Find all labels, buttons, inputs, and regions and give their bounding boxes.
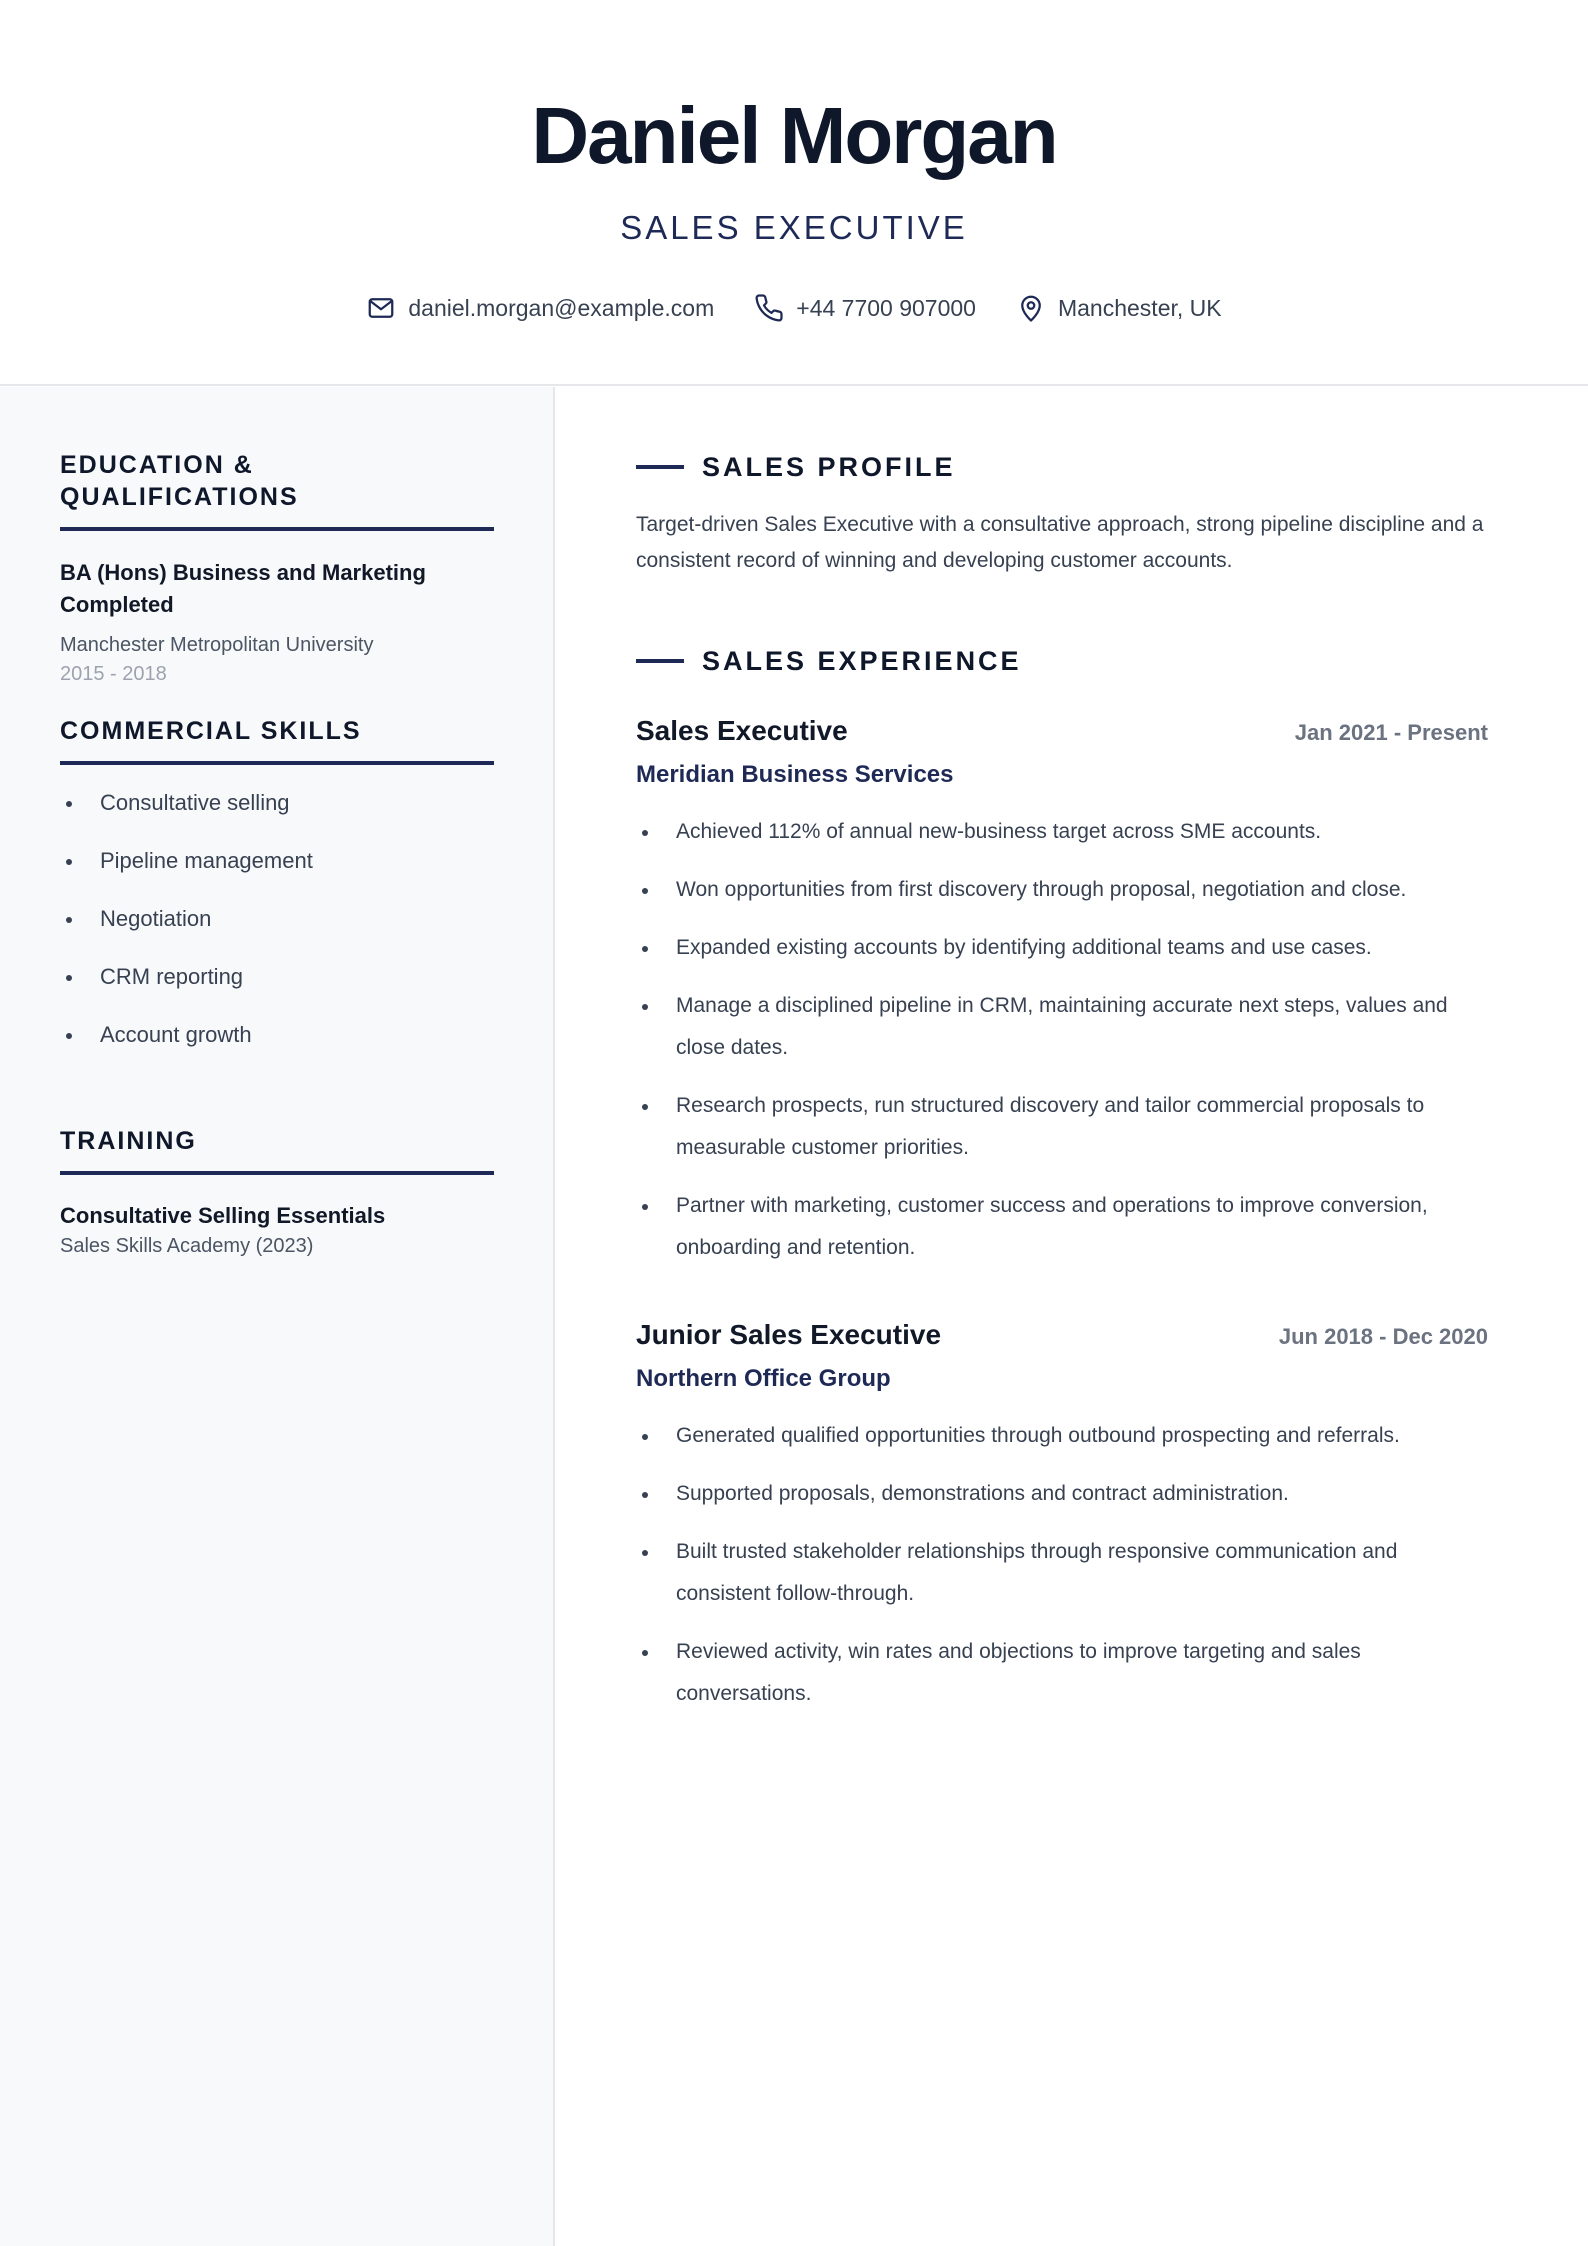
list-item: Reviewed activity, win rates and objections to improve targeting and sales conversations. bbox=[636, 1631, 1488, 1715]
experience-heading-text: SALES EXPERIENCE bbox=[702, 646, 1022, 676]
job-header bbox=[636, 713, 1488, 751]
job-dates: Jun 2018 - Dec 2020 bbox=[1278, 1324, 1488, 1349]
job-dates: Jan 2021 - Present bbox=[1294, 720, 1488, 745]
job-role: Junior Sales Executive bbox=[636, 1319, 942, 1350]
contact-email-text[interactable]: daniel.morgan@example.com bbox=[408, 294, 715, 321]
list-item: Research prospects, run structured discovery and tailor commercial proposals to measurable customer priorities. bbox=[636, 1085, 1488, 1169]
job-header bbox=[636, 1317, 1488, 1355]
education-section bbox=[60, 449, 494, 689]
list-item: Partner with marketing, customer success and operations to improve conversion, onboarding and retention. bbox=[636, 1185, 1488, 1269]
job-bullets bbox=[636, 1415, 1488, 1715]
map-pin-icon bbox=[1016, 293, 1046, 323]
skills-section bbox=[60, 715, 494, 1077]
profile-text: Target-driven Sales Executive with a consultative approach, strong pipeline discipline and a consistent record of winning and developing customer accounts. bbox=[636, 513, 1484, 572]
contact-location bbox=[1016, 293, 1222, 323]
education-school: Manchester Metropolitan University bbox=[60, 634, 374, 656]
candidate-name: Daniel Morgan bbox=[531, 91, 1057, 180]
list-item: Achieved 112% of annual new-business target across SME accounts. bbox=[636, 811, 1488, 853]
contact-phone-text[interactable]: +44 7700 907000 bbox=[796, 294, 976, 321]
envelope-icon bbox=[366, 293, 396, 323]
list-item: Expanded existing accounts by identifying additional teams and use cases. bbox=[636, 927, 1488, 969]
list-item: Pipeline management bbox=[60, 845, 494, 877]
job-role: Sales Executive bbox=[636, 715, 848, 746]
list-item: Manage a disciplined pipeline in CRM, maintaining accurate next steps, values and close dates. bbox=[636, 985, 1488, 1069]
education-years: 2015 - 2018 bbox=[60, 663, 167, 685]
list-item: Generated qualified opportunities through outbound prospecting and referrals. bbox=[636, 1415, 1488, 1457]
list-item: Consultative selling bbox=[60, 787, 494, 819]
contact-phone[interactable] bbox=[754, 293, 976, 323]
education-degree: BA (Hons) Business and Marketing Completed bbox=[60, 560, 426, 617]
list-item: Supported proposals, demonstrations and contract administration. bbox=[636, 1473, 1488, 1515]
heading-accent-bar bbox=[636, 659, 684, 663]
skills-heading: COMMERCIAL SKILLS bbox=[60, 715, 494, 765]
job-entry bbox=[636, 713, 1488, 1285]
job-company: Northern Office Group bbox=[636, 1365, 891, 1392]
training-section bbox=[60, 1125, 494, 1261]
job-bullets bbox=[636, 811, 1488, 1269]
job-company: Meridian Business Services bbox=[636, 761, 954, 788]
heading-accent-bar bbox=[636, 465, 684, 469]
sidebar bbox=[0, 387, 555, 2246]
training-heading: TRAINING bbox=[60, 1125, 494, 1175]
contact-email[interactable] bbox=[366, 293, 714, 323]
experience-heading bbox=[636, 643, 1022, 679]
phone-icon bbox=[754, 293, 784, 323]
contact-location-text: Manchester, UK bbox=[1057, 294, 1222, 321]
profile-heading-text: SALES PROFILE bbox=[702, 452, 956, 482]
resume-header bbox=[0, 0, 1588, 386]
training-name: Consultative Selling Essentials bbox=[60, 1203, 386, 1228]
education-heading: EDUCATION & QUALIFICATIONS bbox=[60, 449, 494, 531]
skills-list bbox=[60, 787, 494, 1051]
job-entry bbox=[636, 1317, 1488, 1731]
contact-row bbox=[0, 290, 1588, 326]
list-item: Won opportunities from first discovery through proposal, negotiation and close. bbox=[636, 869, 1488, 911]
profile-heading bbox=[636, 449, 956, 485]
list-item: Negotiation bbox=[60, 903, 494, 935]
candidate-title: SALES EXECUTIVE bbox=[620, 209, 968, 246]
training-org: Sales Skills Academy (2023) bbox=[60, 1235, 314, 1257]
list-item: Account growth bbox=[60, 1019, 494, 1051]
list-item: CRM reporting bbox=[60, 961, 494, 993]
list-item: Built trusted stakeholder relationships through responsive communication and consistent follow-through. bbox=[636, 1531, 1488, 1615]
